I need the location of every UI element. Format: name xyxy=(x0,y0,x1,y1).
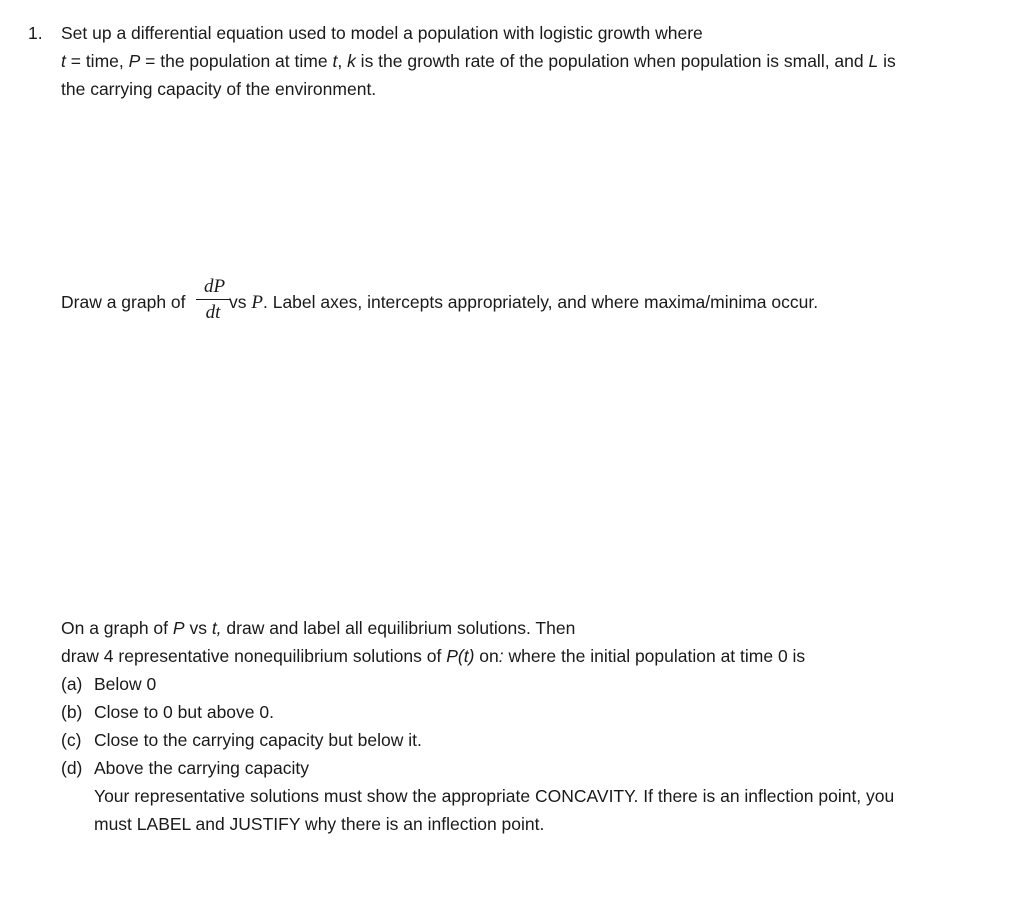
text-seg: draw 4 representative nonequilibrium solutions of xyxy=(61,646,447,666)
text-seg: draw and label all equilibrium solutions. Then xyxy=(221,618,576,638)
text-seg: on xyxy=(474,646,499,666)
question-intro-line-3: the carrying capacity of the environment. xyxy=(61,79,377,99)
list-item-text: Close to 0 but above 0. xyxy=(94,702,274,722)
concavity-note-line-2: must LABEL and JUSTIFY why there is an inflection point. xyxy=(94,814,545,834)
var-L: L xyxy=(868,51,879,71)
var-Pt: P(t) xyxy=(446,646,475,666)
pt-prompt-line-2 xyxy=(61,645,805,667)
list-item-label: (c) xyxy=(61,730,82,750)
list-item xyxy=(61,757,82,779)
fraction-numerator: dP xyxy=(203,276,226,297)
text-seg: where the initial population at time 0 is xyxy=(503,646,806,666)
fraction-denominator: dt xyxy=(205,302,221,323)
fraction-bar xyxy=(196,299,230,300)
list-item-text: Above the carrying capacity xyxy=(94,758,309,778)
pt-prompt-line-1 xyxy=(61,617,575,639)
list-item xyxy=(61,673,82,695)
list-item xyxy=(61,729,81,751)
graph-prompt-prefix: Draw a graph of xyxy=(61,292,186,312)
text-seg: On a graph of xyxy=(61,618,173,638)
var-k: k xyxy=(347,51,356,71)
var-t: t, xyxy=(211,618,222,638)
text-seg: = time, xyxy=(65,51,129,71)
question-intro-line-1: Set up a differential equation used to model a population with logistic growth where xyxy=(61,23,703,43)
list-item-text: Close to the carrying capacity but below it. xyxy=(94,730,422,750)
var-t: t xyxy=(61,51,66,71)
list-item-label: (b) xyxy=(61,702,83,722)
question-intro-line-2 xyxy=(61,50,896,72)
text-seg: = the population at time xyxy=(140,51,333,71)
concavity-note-line-1: Your representative solutions must show the appropriate CONCAVITY. If there is an inflection point, you xyxy=(94,786,895,806)
list-item xyxy=(61,701,82,723)
text-seg: : xyxy=(498,646,504,666)
list-item-label: (a) xyxy=(61,674,83,694)
graph-prompt-suffix: . Label axes, intercepts appropriately, and where maxima/minima occur. xyxy=(262,292,819,312)
var-t: t xyxy=(332,51,338,71)
question-number: 1. xyxy=(28,23,43,43)
text-seg: vs xyxy=(184,618,212,638)
var-P: P xyxy=(128,51,141,71)
var-P: P xyxy=(251,292,263,313)
list-item-text: Below 0 xyxy=(94,674,157,694)
vs-text: vs xyxy=(229,292,252,312)
var-P: P xyxy=(172,618,185,638)
text-seg: is the growth rate of the population when population is small, and xyxy=(355,51,869,71)
text-seg: is xyxy=(878,51,896,71)
graph-prompt-rest xyxy=(229,291,818,314)
list-item-label: (d) xyxy=(61,758,83,778)
text-seg: , xyxy=(337,51,348,71)
dp-dt-fraction xyxy=(196,276,230,324)
